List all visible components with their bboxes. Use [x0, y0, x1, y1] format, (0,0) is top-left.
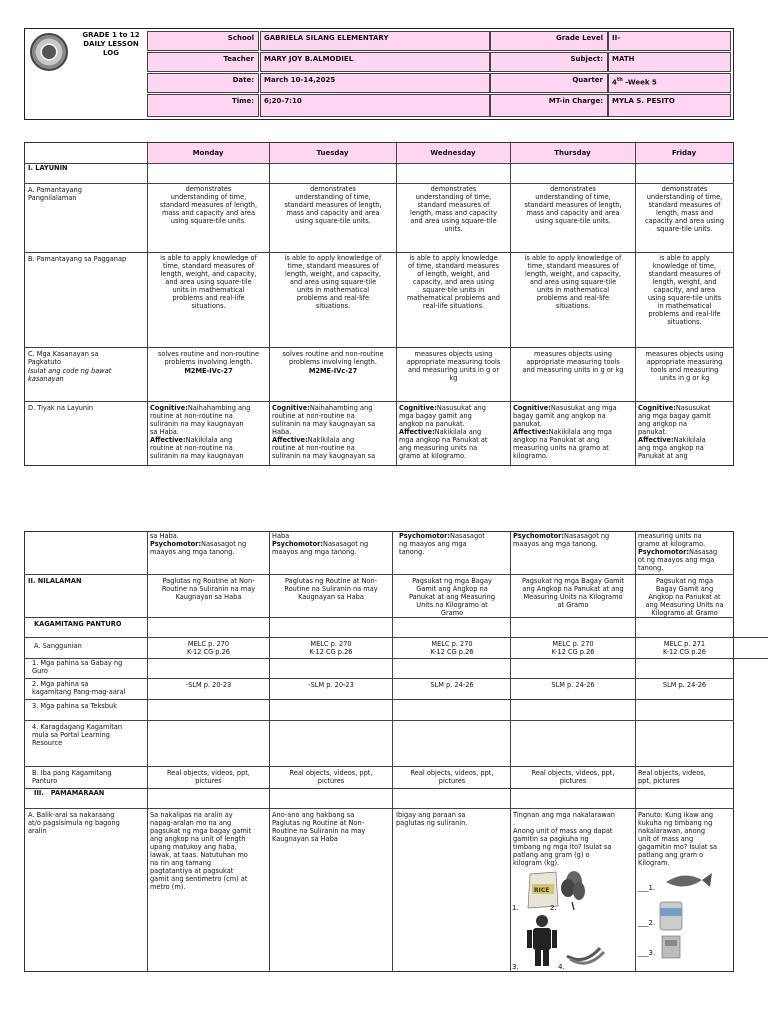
friday-blank-2: ___2.: [638, 919, 656, 927]
grade-level-value: II-: [608, 31, 731, 51]
row-d-tuesday-cont: Haba Psychomotor:Nasasagot ng maayos ang mga tanong.: [272, 532, 369, 556]
section-pamamaraan: III. PAMAMARAAN: [34, 789, 105, 797]
iba-pang-monday: Real objects, videos, ppt, pictures: [167, 769, 250, 785]
banana-image: [567, 948, 604, 963]
iba-pang-label: B. Iba pang Kagamitang Panturo: [32, 769, 112, 785]
school-value: GABRIELA SILANG ELEMENTARY: [260, 31, 490, 51]
row-d-friday-cont: measuring units na gramo at kilogramo. Psychomotor:Nasasag ot ng maayos ang mga tanong.: [638, 532, 718, 572]
thursday-number-4: 4.: [558, 963, 565, 971]
iba-pang-friday: Real objects, videos, ppt, pictures: [638, 769, 706, 785]
gabay-label: 1. Mga pahina sa Gabay ng Guro: [32, 659, 123, 675]
day-wednesday: Wednesday: [430, 149, 476, 157]
balik-aral-monday: Sa nakalipas na aralin ay napag-aralan mo na ang pagsukat ng mga bagay gamit ang angkop na unit of length upang matukoy ang haba, lawak, at taas. Natutuhan mo na rin ang tamang pagtatantiya at pagsukat gamit ang sentimetro (cm) at metro (m).: [150, 811, 252, 891]
row-d-monday: Cognitive:Naihahambing ang routine at non-routine na suliranin na may kaugnayan sa Haba. Affective:Nakikilala ang routine at non-routine na suliranin na may kaugnayan: [150, 404, 251, 460]
row-c-tuesday-code: M2ME-IVc-27: [308, 367, 358, 375]
row-d-friday: Cognitive:Nasusukat ang mga bagay gamit ang angkop na panukat. Affective:Nakikilala ang mga angkop na Panukat at ang: [638, 404, 711, 460]
sanggunian-tuesday: MELC p. 270 K-12 CG p.26: [309, 640, 353, 656]
kagamitan-thursday: SLM p. 24-26: [551, 681, 595, 689]
row-b-wednesday: is able to apply knowledge of time, standard measures of length, weight, and capacity, and area using square-tile units in mathematical problems and real-life situations.: [407, 254, 500, 310]
leafy-vegetable-image: [561, 871, 585, 910]
day-tuesday: Tuesday: [316, 149, 349, 157]
row-b-friday: is able to apply knowledge of time, standard measures of length, weight, and capacity, and area using square-tile units in mathematical problems and real-life situations.: [647, 254, 722, 326]
row-c-monday-code: M2ME-IVc-27: [184, 367, 233, 375]
quarter-label: Quarter: [490, 73, 608, 93]
sanggunian-thursday: MELC p. 270 K-12 CG p.26: [551, 640, 595, 656]
section-nilalaman: II. NILALAMAN: [28, 577, 82, 585]
nilalaman-tuesday: Paglutas ng Routine at Non- Routine na Suliranin na may Kaugnayan sa Haba: [284, 577, 378, 601]
kagamitan-friday: SLM p. 24-26: [662, 681, 707, 689]
row-c-label: C. Mga Kasanayan sa Pagkatuto: [28, 350, 99, 366]
row-d-thursday-cont: Psychomotor:Nasasagot ng maayos ang mga tanong.: [513, 532, 610, 548]
row-a-monday: demonstrates understanding of time, standard measures of length, mass and capacity and area using square-tile units.: [159, 185, 258, 225]
time-label: Time:: [147, 94, 259, 117]
school-label: School: [147, 31, 259, 51]
row-c-monday: solves routine and non-routine problems involving length.: [157, 350, 260, 366]
rice-sack-image: [528, 872, 558, 908]
thursday-number-3: 3.: [512, 963, 519, 971]
balik-aral-wednesday: Ibigay ang paraan sa paglutas ng suliranin.: [396, 811, 468, 827]
deped-seal-logo: [30, 33, 68, 71]
mt-in-charge-label: MT-in Charge:: [490, 94, 608, 117]
kagamitan-label: 2. Mga pahina sa kagamitang Pang-mag-aaral: [32, 680, 126, 696]
kagamitan-tuesday: -SLM p. 20-23: [308, 681, 354, 689]
section-kagamitang-panturo: KAGAMITANG PANTURO: [34, 620, 122, 628]
bag-image: [662, 936, 680, 958]
friday-blank-3: ___3.: [638, 949, 656, 957]
day-friday: Friday: [671, 149, 697, 157]
subject-label: Subject:: [490, 52, 608, 72]
nilalaman-monday: Paglutas ng Routine at Non- Routine na Suliranin na may Kaugnayan sa Haba: [161, 577, 256, 601]
iba-pang-thursday: Real objects, videos, ppt, pictures: [531, 769, 615, 785]
nilalaman-friday: Pagsukat ng mga Bagay Gamit ang Angkop na Panukat at ang Measuring Units na Kilogramo at Gramo: [645, 577, 724, 617]
date-label: Date:: [147, 73, 259, 93]
row-d-wednesday: Cognitive:Nasusukat ang mga bagay gamit ang angkop na panukat. Affective:Nakikilala ang mga angkop na Panukat at ang measuring units na gramo at kilogramo.: [399, 404, 488, 460]
thursday-pictures: [512, 866, 632, 972]
milk-can-image: [660, 902, 682, 930]
sanggunian-wednesday: MELC p. 270 K-12 CG p.26: [430, 640, 474, 656]
sanggunian-friday: MELC p. 271 K-12 CG p.26: [663, 640, 706, 656]
row-c-wednesday: measures objects using appropriate measuring tools and measuring units in g or kg: [406, 350, 501, 382]
section-layunin: I. LAYUNIN: [28, 164, 68, 172]
nilalaman-thursday: Pagsukat ng mga Bagay Gamit ang Angkop na Panukat at ang Measuring Units na Kilogramo at Gramo: [522, 577, 624, 609]
karagdagang-label: 4. Karagdagang Kagamitan mula sa Portal Learning Resource: [32, 723, 123, 747]
fish-image: [666, 873, 712, 887]
teksbuk-label: 3. Mga pahina sa Teksbuk: [32, 702, 117, 710]
row-b-monday: is able to apply knowledge of time, standard measures of length, weight, and capacity, and area using square-tile units in mathematical problems and real-life situations.: [160, 254, 257, 310]
row-d-tuesday: Cognitive:Naihahambing ang routine at non-routine na suliranin na may kaugnayan sa Haba. Affective:Nakikilala ang routine at non-routine na suliranin na may kaugnayan sa: [272, 404, 376, 460]
row-d-wednesday-cont: Psychomotor:Nasasagot ng maayos ang mga tanong.: [399, 532, 485, 556]
row-a-label: A. Pamantayang Pangnilalaman: [28, 186, 82, 202]
balik-aral-thursday: Tingnan ang mga nakalarawan . Anong unit of mass ang dapat gamitin sa pagkuha ng timbang ng mga ito? Isulat sa patlang ang gram (g) o kilogram (kg).: [513, 811, 615, 867]
teacher-label: Teacher: [147, 52, 259, 72]
sanggunian-label: A. Sanggunian: [34, 642, 82, 650]
row-c-thursday: measures objects using appropriate measuring tools and measuring units in g or kg: [522, 350, 624, 374]
row-c-tuesday: solves routine and non-routine problems involving length.: [282, 350, 384, 366]
row-a-wednesday: demonstrates understanding of time, standard measures of length, mass and capacity and area using square-tile units.: [410, 185, 497, 233]
day-thursday: Thursday: [554, 149, 591, 157]
row-d-monday-cont: sa Haba. Psychomotor:Nasasagot ng maayos ang mga tanong.: [150, 532, 247, 556]
nilalaman-wednesday: Pagsukat ng mga Bagay Gamit ang Angkop na Panukat at ang Measuring Units na Kilogramo at Gramo: [408, 577, 496, 617]
balik-aral-tuesday: Ano-ano ang hakbang sa Paglutas ng Routine at Non- Routine na Suliranin na may Kaugnayan sa Haba: [272, 811, 366, 843]
row-b-label: B. Pamantayang sa Pagganap: [28, 255, 127, 263]
balik-aral-friday: Panuto: Kung ikaw ang kukuha ng timbang ng nakalarawan, anong unit of mass ang gagamitin mo? Isulat sa patlang ang gram o Kilogram.: [638, 811, 718, 867]
row-d-label: D. Tiyak na Layunin: [28, 404, 94, 412]
kagamitan-wednesday: SLM p. 24-26: [430, 681, 474, 689]
svg-text:RICE: RICE: [534, 887, 550, 894]
grade-level-label: Grade Level: [490, 31, 608, 51]
friday-pictures: [636, 868, 734, 962]
iba-pang-tuesday: Real objects, videos, ppt, pictures: [289, 769, 373, 785]
dll-title: GRADE 1 to 12 DAILY LESSON LOG: [82, 31, 140, 57]
subject-value: MATH: [608, 52, 731, 72]
quarter-value: 4th -Week 5: [608, 73, 731, 93]
row-c-label-note: Isulat ang code ng bawat kasanayan: [28, 367, 112, 383]
thursday-number-2: 2.: [550, 904, 557, 912]
friday-blank-1: ___1.: [638, 884, 656, 892]
row-d-thursday: Cognitive:Nasusukat ang mga bagay gamit ang angkop na panukat. Affective:Nakikilala ang mga angkop na Panukat at ang measuring units na gramo at kilogramo.: [513, 404, 617, 460]
teacher-value: MARY JOY B.ALMODIEL: [260, 52, 490, 72]
balik-aral-label: A. Balik-aral sa nakaraang at/o pagsisimula ng bagong aralin: [28, 811, 120, 835]
row-c-friday: measures objects using appropriate measuring tools and measuring units in g or kg: [645, 350, 724, 382]
row-a-thursday: demonstrates understanding of time, standard measures of length, mass and capacity and area using square-tile units.: [524, 185, 622, 225]
kagamitan-monday: -SLM p. 20-23: [185, 681, 232, 689]
date-value: March 10-14,2025: [260, 73, 490, 93]
day-monday: Monday: [192, 149, 224, 157]
row-a-tuesday: demonstrates understanding of time, standard measures of length, mass and capacity and area using square-tile units.: [284, 185, 382, 225]
thursday-number-1: 1.: [512, 904, 519, 912]
mt-in-charge-value: MYLA S. PESITO: [608, 94, 731, 117]
iba-pang-wednesday: Real objects, videos, ppt, pictures: [410, 769, 494, 785]
sanggunian-monday: MELC p. 270 K-12 CG p.26: [187, 640, 230, 656]
row-b-thursday: is able to apply knowledge of time, standard measures of length, weight, and capacity, and area using square-tile units in mathematical problems and real-life situations.: [524, 254, 622, 310]
row-b-tuesday: is able to apply knowledge of time, standard measures of length, weight, and capacity, and area using square-tile units in mathematical problems and real-life situations.: [284, 254, 382, 310]
man-image: [527, 915, 557, 966]
row-a-friday: demonstrates understanding of time, standard measures of length, mass and capacity and area using square-tile units.: [644, 185, 725, 233]
time-value: 6;20-7:10: [260, 94, 490, 117]
